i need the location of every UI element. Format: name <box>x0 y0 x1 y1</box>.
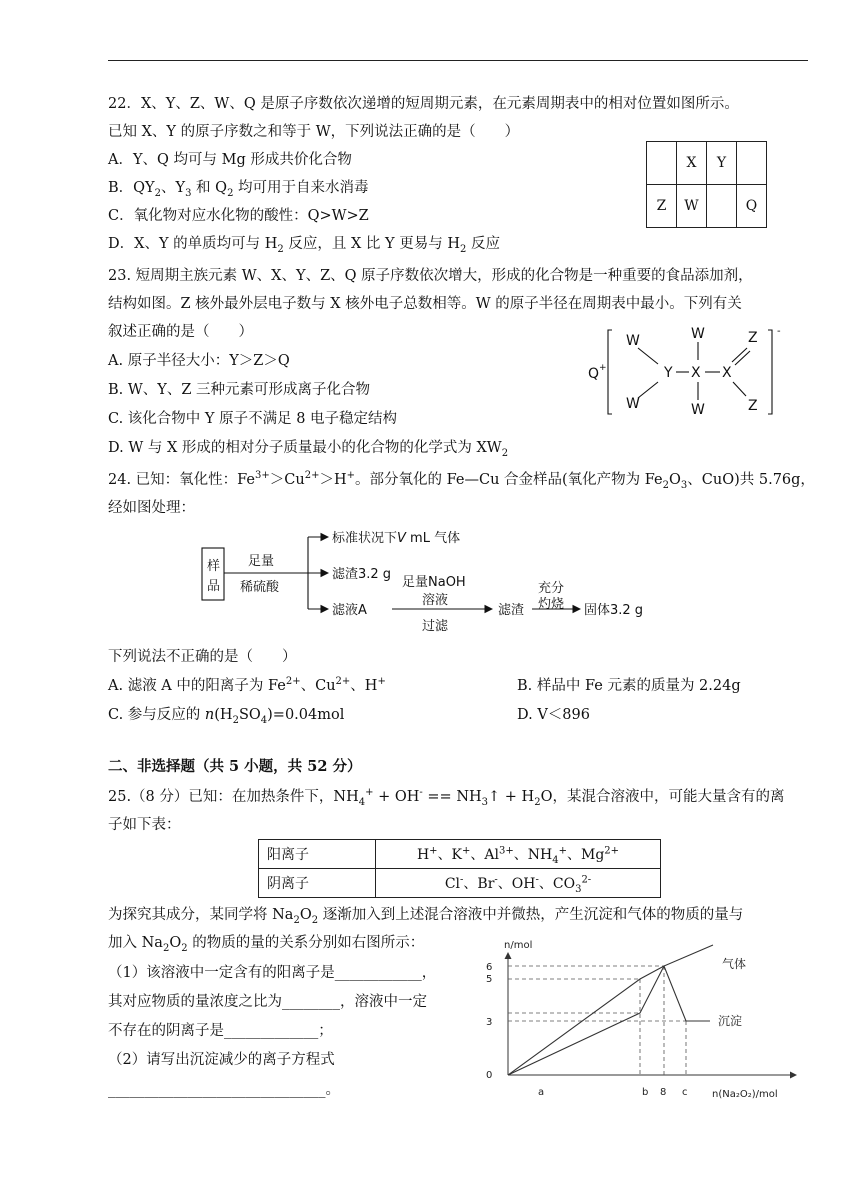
x-tick-c: c <box>682 1087 688 1098</box>
struct-w4: W <box>691 402 705 418</box>
flow-naoh-2: 溶液 <box>422 593 449 608</box>
ion-table-cell: H+、K+、$Al^{3+}$、$NH_4^+$、$Mg^{2+}$ <box>376 840 661 869</box>
q24-option-b: B. 样品中 Fe 元素的质量为 2.24g <box>517 678 741 694</box>
struct-w3: W <box>691 326 705 342</box>
struct-w1: W <box>626 333 640 349</box>
y-tick-3: 3 <box>486 1017 493 1028</box>
header-rule <box>108 60 808 61</box>
q25-stem-line3: 为探究其成分，某同学将 $Na_2O_2$ 逐渐加入到上述混合溶液中并微热，产生沉淀和气体的物质的量与 <box>108 907 744 926</box>
flow-naoh-1: 足量NaOH <box>402 575 466 590</box>
ion-table-cell: Cl-、Br-、OH-、$CO_3^{2-}$ <box>376 869 661 898</box>
flow-reagent-2: 稀硫酸 <box>240 580 280 595</box>
q24-option-a: A. 滤液 A 中的阳离子为 $Fe^{2+}$、$Cu^{2+}$、H+ <box>108 676 386 694</box>
ion-table <box>258 839 661 898</box>
flow-gas: 标准状况下V mL 气体 <box>332 531 461 546</box>
q22-option-d: D．X、Y 的单质均可与 $H_2$ 反应，且 X 比 Y 更易与 $H_2$ 反应 <box>108 236 500 255</box>
graph-y-label: n/mol <box>504 940 533 951</box>
flow-burn-2: 灼烧 <box>538 597 565 612</box>
pt-cell: Q <box>737 185 767 228</box>
table-row <box>259 869 661 898</box>
q24-stem-line2: 经如图处理： <box>108 500 195 516</box>
q24-flowchart <box>196 520 666 635</box>
x-tick-b: b <box>642 1087 649 1098</box>
pt-cell <box>647 142 677 185</box>
pt-cell: X <box>677 142 707 185</box>
periodic-table-fragment <box>646 141 767 228</box>
q23-stem-line1: 23. 短周期主族元素 W、X、Y、Z、Q 原子序数依次增大，形成的化合物是一种重要的食品添加剂， <box>108 268 753 284</box>
struct-x1: X <box>691 365 701 381</box>
q25-part2-line1: （2）请写出沉淀减少的离子方程式 <box>108 1052 335 1068</box>
q25-stem-line1: 25.（8 分）已知：在加热条件下，$NH_4^+ + OH^-$ == $NH_3↑ + H_2O$，某混合溶液中，可能大量含有的离 <box>108 787 785 808</box>
q25-part2-line2: ______________________________。 <box>108 1082 340 1098</box>
q23-option-d: D. W 与 X 形成的相对分子质量最小的化合物的化学式为 $XW_2$ <box>108 440 509 459</box>
y-tick-5: 5 <box>486 974 493 985</box>
table-row <box>259 840 661 869</box>
y-tick-0: 0 <box>486 1070 493 1081</box>
q22-option-c: C．氧化物对应水化物的酸性：Q>W>Z <box>108 208 369 224</box>
graph-x-label: n(Na₂O₂)/mol <box>712 1089 778 1100</box>
q23-option-a: A. 原子半径大小：Y＞Z＞Q <box>108 353 290 369</box>
struct-charge: - <box>777 326 781 337</box>
sample-label-2: 品 <box>207 579 221 594</box>
q25-graph <box>478 935 808 1105</box>
x-tick-a: a <box>538 1087 545 1098</box>
flow-burn-1: 充分 <box>538 581 565 596</box>
pt-cell: Y <box>707 142 737 185</box>
q24-option-c: C. 参与反应的 $n(H_2SO_4)=0.04mol$ <box>108 707 345 726</box>
struct-w2: W <box>626 396 640 412</box>
pt-cell <box>707 185 737 228</box>
ion-table-header: 阳离子 <box>259 840 376 869</box>
pt-cell <box>737 142 767 185</box>
q25-stem-line2: 子如下表： <box>108 817 181 833</box>
struct-q: Q <box>588 366 600 382</box>
q24-stem-line1: 24. 已知：氧化性：$Fe^{3+}>Cu^{2+}>H^+$。部分氧化的 Fe—Cu 合金样品(氧化产物为 $Fe_2O_3$、CuO)共 5.76g， <box>108 470 815 491</box>
q22-stem-line2: 已知 X、Y 的原子序数之和等于 W，下列说法正确的是（ ） <box>108 124 520 140</box>
y-tick-6: 6 <box>486 962 493 973</box>
flow-reagent-1: 足量 <box>248 554 275 569</box>
q23-structure-diagram <box>580 320 790 420</box>
x-tick-8: 8 <box>660 1087 667 1098</box>
flow-solid: 固体3.2 g <box>584 603 644 618</box>
guide-lines <box>508 966 686 1075</box>
flow-arrows <box>224 537 580 609</box>
struct-y: Y <box>664 365 673 381</box>
q25-stem-line4: 加入 $Na_2O_2$ 的物质的量的关系分别如右图所示： <box>108 935 425 954</box>
q22-option-b: B．$QY_2$、$Y_3$ 和 $Q_2$ 均可用于自来水消毒 <box>108 180 369 199</box>
series-label-gas: 气体 <box>722 957 747 971</box>
q25-part1-line2: 其对应物质的量浓度之比为________，溶液中一定 <box>108 994 427 1010</box>
flow-filtrate: 滤液A <box>332 603 367 618</box>
flow-residue-2: 滤渣 <box>498 603 525 618</box>
q24-option-d: D. V＜896 <box>517 707 590 723</box>
q24-ask: 下列说法不正确的是（ ） <box>108 649 297 665</box>
ion-table-header: 阴离子 <box>259 869 376 898</box>
struct-q-charge: + <box>599 363 607 373</box>
series-label-precipitate: 沉淀 <box>718 1014 743 1028</box>
q23-option-c: C. 该化合物中 Y 原子不满足 8 电子稳定结构 <box>108 411 398 427</box>
q22-option-a: A．Y、Q 均可与 Mg 形成共价化合物 <box>108 152 352 168</box>
struct-z2: Z <box>748 398 758 414</box>
section-heading: 二、非选择题（共 5 小题，共 52 分） <box>108 758 362 775</box>
pt-cell: Z <box>647 185 677 228</box>
q22-stem-line1: 22．X、Y、Z、W、Q 是原子序数依次递增的短周期元素，在元素周期表中的相对位置如图所示。 <box>108 96 739 112</box>
pt-cell: W <box>677 185 707 228</box>
flow-residue: 滤渣3.2 g <box>332 567 392 582</box>
struct-z1: Z <box>748 330 758 346</box>
flow-filter: 过滤 <box>422 619 449 634</box>
q23-stem-line2: 结构如图。Z 核外最外层电子数与 X 核外电子总数相等。W 的原子半径在周期表中最小。下列有关 <box>108 296 742 312</box>
sample-label-1: 样 <box>207 559 221 574</box>
q23-option-b: B. W、Y、Z 三种元素可形成离子化合物 <box>108 382 371 398</box>
q25-part1-line1: （1）该溶液中一定含有的阳离子是____________， <box>108 965 437 981</box>
struct-x2: X <box>722 365 732 381</box>
q25-part1-line3: 不存在的阴离子是_____________； <box>108 1023 333 1039</box>
series-line-gas <box>508 945 713 1075</box>
q23-stem-line3: 叙述正确的是（ ） <box>108 324 253 340</box>
series-line-precipitate <box>508 966 710 1075</box>
